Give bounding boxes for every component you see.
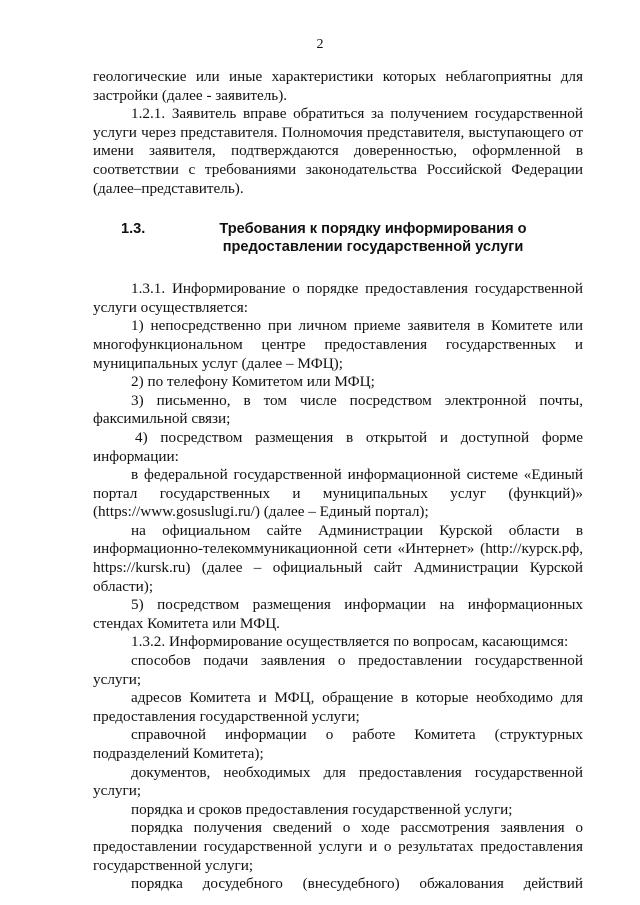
topic-item: способов подачи заявления о предоставлении государственной услуги; — [93, 652, 583, 688]
page-number: 2 — [316, 37, 324, 52]
section-heading — [93, 220, 583, 256]
paragraph-1-2-1: 1.2.1. Заявитель вправе обратиться за получением государственной услуги через представителя. Полномочия представителя, выступающего от имени заявителя, подтверждаются доверенностью, оформленной в соответствии с требованиями законодательства Российской Федерации (далее–представитель). — [93, 105, 583, 197]
list-item-3: 3) письменно, в том числе посредством электронной почты, факсимильной связи; — [93, 391, 583, 428]
document-body — [93, 68, 583, 894]
list-item-1: 1) непосредственно при личном приеме заявителя в Комитете или многофункциональном центре предоставления государственных и муниципальных услуг (далее – МФЦ); — [93, 317, 583, 372]
topic-item: документов, необходимых для предоставления государственной услуги; — [93, 763, 583, 800]
list-item-5: 5) посредством размещения информации на информационных стендах Комитета или МФЦ. — [93, 596, 583, 632]
topic-item: справочной информации о работе Комитета (структурных подразделений Комитета); — [93, 726, 583, 762]
paragraph-1-3-1: 1.3.1. Информирование о порядке предоставления государственной услуги осуществляется: — [93, 280, 583, 316]
list-item-4-portal: в федеральной государственной информационной системе «Единый портал государственных и муниципальных услуг (функций)» (https://www.gosuslugi.ru/) (далее – Единый портал); — [93, 466, 583, 521]
topic-item-last: порядка досудебного (внесудебного) обжалования действий — [131, 875, 583, 893]
section-number: 1.3. — [121, 221, 146, 238]
topic-item: порядка и сроков предоставления государственной услуги; — [131, 800, 513, 818]
topic-item: порядка получения сведений о ходе рассмотрения заявления о предоставлении государственной услуги и о результатах предоставления государственной услуги; — [93, 819, 583, 874]
list-item-2: 2) по телефону Комитетом или МФЦ; — [131, 373, 375, 391]
paragraph-continuation: геологические или иные характеристики которых неблагоприятны для застройки (далее - заявитель). — [93, 68, 583, 104]
list-item-4-site: на официальном сайте Администрации Курской области в информационно-телекоммуникационной сети «Интернет» (http://курск.рф, https://kursk.ru) (далее – официальный сайт Администрации Курской области); — [93, 521, 583, 595]
list-item-4: 4) посредством размещения в открытой и доступной форме информации: — [93, 428, 583, 465]
section-title: Требования к порядку информирования о предоставлении государственной услуги — [219, 221, 527, 256]
topic-item: адресов Комитета и МФЦ, обращение в которые необходимо для предоставления государственной услуги; — [93, 689, 583, 725]
paragraph-1-3-2: 1.3.2. Информирование осуществляется по вопросам, касающимся: — [131, 633, 569, 651]
